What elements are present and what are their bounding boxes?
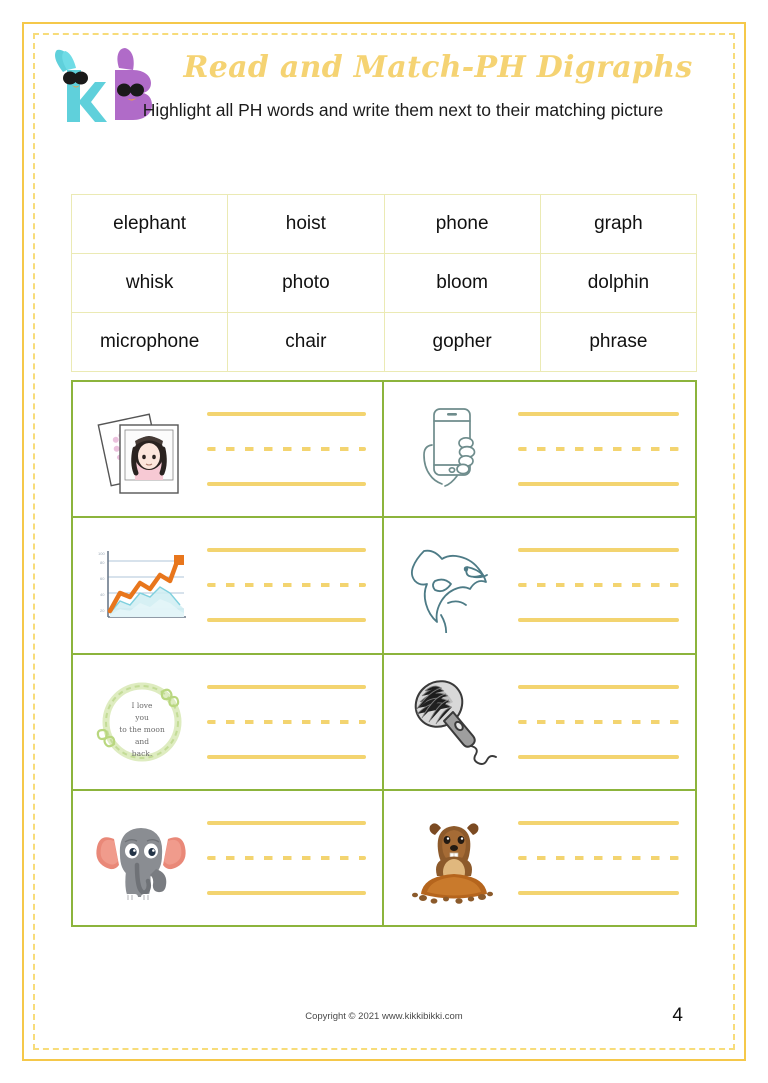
word-cell[interactable]: hoist [228,195,384,254]
svg-text:I love: I love [131,700,153,710]
writing-lines[interactable] [518,821,679,895]
header [45,42,723,160]
writing-line-dotted [518,856,679,860]
word-cell[interactable]: gopher [384,313,540,372]
table-row [72,313,697,372]
writing-lines[interactable] [207,412,366,486]
writing-line-dotted [518,720,679,724]
answer-row [73,382,695,518]
word-bank-table [71,194,697,372]
writing-line-bottom [207,891,366,895]
word-cell[interactable]: phrase [540,313,696,372]
footer [71,1005,697,1035]
svg-text:100: 100 [98,551,105,557]
svg-text:80: 80 [100,560,105,566]
elephant-icon [83,806,201,910]
word-cell[interactable]: bloom [384,254,540,313]
answer-cell-phone [384,382,695,516]
writing-line-bottom [518,891,679,895]
dolphin-icon [394,533,512,637]
writing-lines[interactable] [207,821,366,895]
writing-line-dotted [207,583,366,587]
writing-lines[interactable] [518,412,679,486]
word-cell[interactable]: photo [228,254,384,313]
answer-cell-photo [73,382,384,516]
answer-cell-elephant [73,791,384,925]
svg-text:40: 40 [100,592,105,598]
writing-line-bottom [207,482,366,486]
hand-holding-phone-icon [394,397,512,501]
writing-line-bottom [518,755,679,759]
writing-lines[interactable] [207,548,366,622]
word-cell[interactable]: chair [228,313,384,372]
table-row [72,254,697,313]
page-number: 4 [672,1005,683,1026]
word-cell[interactable]: elephant [72,195,228,254]
writing-line-dotted [518,583,679,587]
writing-line-top [518,685,679,689]
microphone-icon [394,670,512,774]
writing-line-dotted [207,720,366,724]
phrase-quote-wreath-icon [83,670,201,774]
svg-text:20: 20 [100,608,105,614]
gopher-in-mound-icon [394,806,512,910]
answer-row [73,791,695,925]
writing-line-top [207,548,366,552]
writing-line-bottom [518,618,679,622]
writing-line-top [518,821,679,825]
word-cell[interactable]: phone [384,195,540,254]
writing-lines[interactable] [518,548,679,622]
writing-line-top [518,548,679,552]
word-cell[interactable]: graph [540,195,696,254]
svg-text:60: 60 [100,576,105,582]
writing-line-bottom [518,482,679,486]
svg-text:to the moon: to the moon [119,724,165,734]
page-title: Read and Match-PH Digraphs [183,50,693,85]
answer-cell-graph [73,518,384,652]
writing-line-top [207,412,366,416]
writing-line-dotted [207,447,366,451]
polaroid-photos-icon [83,397,201,501]
writing-line-bottom [207,755,366,759]
answer-row [73,655,695,791]
answer-grid [71,380,697,927]
copyright-text: Copyright © 2021 www.kikkibikki.com [305,1011,463,1022]
writing-line-top [207,821,366,825]
instructions-text: Highlight all PH words and write them next to their matching picture [142,100,664,120]
svg-text:and: and [134,736,150,746]
writing-line-dotted [207,856,366,860]
answer-cell-gopher [384,791,695,925]
answer-cell-dolphin [384,518,695,652]
writing-lines[interactable] [518,685,679,759]
writing-line-top [518,412,679,416]
word-cell[interactable]: whisk [72,254,228,313]
word-cell[interactable]: dolphin [540,254,696,313]
svg-text:you: you [135,712,149,722]
svg-text:back.: back. [131,748,153,758]
table-row [72,195,697,254]
answer-row [73,518,695,654]
writing-lines[interactable] [207,685,366,759]
word-cell[interactable]: microphone [72,313,228,372]
answer-cell-microphone [384,655,695,789]
page-content [45,42,723,1041]
writing-line-top [207,685,366,689]
answer-cell-phrase [73,655,384,789]
writing-line-bottom [207,618,366,622]
line-graph-chart-icon [83,533,201,637]
writing-line-dotted [518,447,679,451]
